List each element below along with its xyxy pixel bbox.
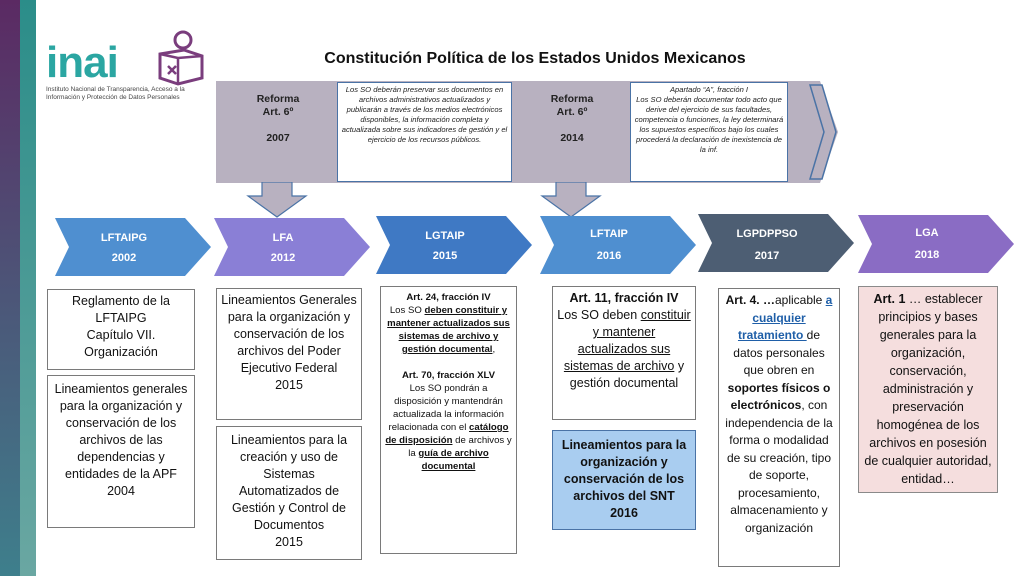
law-name: LFTAIPG	[100, 232, 148, 244]
col6-text: … establecer principios y bases generales para la organización, conservación, administración y preservación homogénea de los archivos en posesión de cualquier autoridad, entidad…	[864, 292, 992, 486]
law-year: 2012	[270, 252, 296, 264]
law-year: 2015	[432, 250, 458, 262]
law-name: LGTAIP	[425, 230, 465, 242]
law-arrow-shape	[214, 218, 371, 276]
law-year: 2018	[914, 249, 940, 261]
col1-guidelines-box: Lineamientos generales para la organización y conservación de los archivos de las dependencias y entidades de la APF 2004	[47, 375, 195, 528]
law-name: LGA	[915, 227, 939, 239]
col6-lga-box	[858, 286, 998, 493]
down-arrow-icon	[246, 182, 308, 218]
col3-text: ,	[492, 344, 496, 355]
page-title: Constitución Política de los Estados Unidos Mexicanos	[324, 50, 746, 67]
col4-text: y gestión documental	[569, 359, 685, 390]
col3-emphasis: guía de archivo documental	[418, 448, 489, 472]
col5-link-text: a cualquier tratamiento	[737, 293, 833, 342]
law-arrow-shape	[540, 216, 697, 274]
col3-text: Los SO	[389, 305, 425, 316]
col3-emphasis: catálogo de disposición	[385, 422, 509, 446]
left-accent-bar	[0, 0, 20, 576]
col2-systems-box: Lineamientos para la creación y uso de Sistemas Automatizados de Gestión y Control de Documentos 2015	[216, 426, 362, 560]
law-year: 2017	[754, 250, 780, 262]
logo-person-box-icon	[150, 28, 206, 86]
law-arrow-shape	[55, 218, 212, 276]
law-year: 2016	[596, 250, 622, 262]
col4-heading: Art. 11, fracción IV	[569, 291, 679, 305]
reform-2014-text: Apartado “A”, fracción I Los SO deberán documentar todo acto que derive del ejercicio de sus facultades, competencia o funciones, la ley determinará los supuestos específicos bajo los cuales procederá la declaración de inexistencia de la inf.	[630, 82, 788, 182]
law-arrow-shape	[698, 214, 855, 272]
col6-heading: Art. 1	[873, 292, 906, 306]
reform-2007-text: Los SO deberán preservar sus documentos en archivos administrativos actualizados y publicarán a través de los medios electrónicos disponibles, la información completa y actualizada sobre sus indicadores de gestión y el ejercicio de los recursos públicos.	[337, 82, 512, 182]
col5-lgpdppso-box	[718, 288, 840, 567]
col3-lgtaip-box	[380, 286, 517, 554]
law-arrow-shape	[376, 216, 533, 274]
down-arrow-icon	[540, 182, 602, 218]
col4-snt-box: Lineamientos para la organización y conservación de los archivos del SNT 2016	[552, 430, 696, 530]
law-lgtaip	[376, 216, 533, 274]
law-name: LFTAIP	[590, 228, 628, 240]
inai-logo: inai	[46, 38, 118, 87]
law-lgpdppso	[698, 214, 855, 272]
col3-heading-1: Art. 24, fracción IV	[406, 292, 491, 303]
col3-text: de archivos y la	[408, 435, 512, 459]
left-accent-bar-inner	[20, 0, 36, 576]
col4-emphasis: constituir y mantener actualizados sus sistemas de archivo	[563, 308, 691, 373]
logo-subtitle: Instituto Nacional de Transparencia, Acceso a la Información y Protección de Datos Personales	[46, 86, 185, 101]
reform-2014-label: Reforma Art. 6º 2014	[550, 93, 594, 144]
law-year: 2002	[111, 252, 137, 264]
col4-lftaip-box	[552, 286, 696, 420]
col5-emphasis: soportes físicos o electrónicos	[727, 380, 831, 412]
law-lftaipg	[55, 218, 212, 276]
col2-guidelines-box: Lineamientos Generales para la organización y conservación de los archivos del Poder Ejecutivo Federal 2015	[216, 288, 362, 420]
col5-text: , con independencia de la forma o modalidad de su creación, tipo de soporte, procesamiento, almacenamiento y organización	[725, 398, 833, 535]
law-name: LFA	[272, 232, 294, 244]
law-lga	[858, 215, 1015, 273]
col5-heading: Art. 4. …	[725, 293, 775, 307]
law-arrow-shape	[858, 215, 1015, 273]
col1-regulation-box: Reglamento de la LFTAIPG Capítulo VII. Organización	[47, 289, 195, 370]
col3-text: Los SO pondrán a disposición y mantendrán actualizada la información relacionada con el	[388, 383, 504, 433]
col4-text: Los SO deben	[557, 308, 641, 322]
law-lftaip	[540, 216, 697, 274]
chevron-right-icon	[808, 83, 838, 181]
reform-2007-label: Reforma Art. 6º 2007	[256, 93, 300, 144]
law-lfa	[214, 218, 371, 276]
col5-text: de datos personales que obren en	[733, 328, 825, 377]
col3-heading-2: Art. 70, fracción XLV	[401, 370, 496, 381]
col3-emphasis: deben constituir y mantener actualizados sus sistemas de archivo y gestión documental	[387, 305, 510, 355]
col5-text: aplicable	[774, 293, 826, 307]
law-name: LGPDPPSO	[736, 228, 798, 240]
